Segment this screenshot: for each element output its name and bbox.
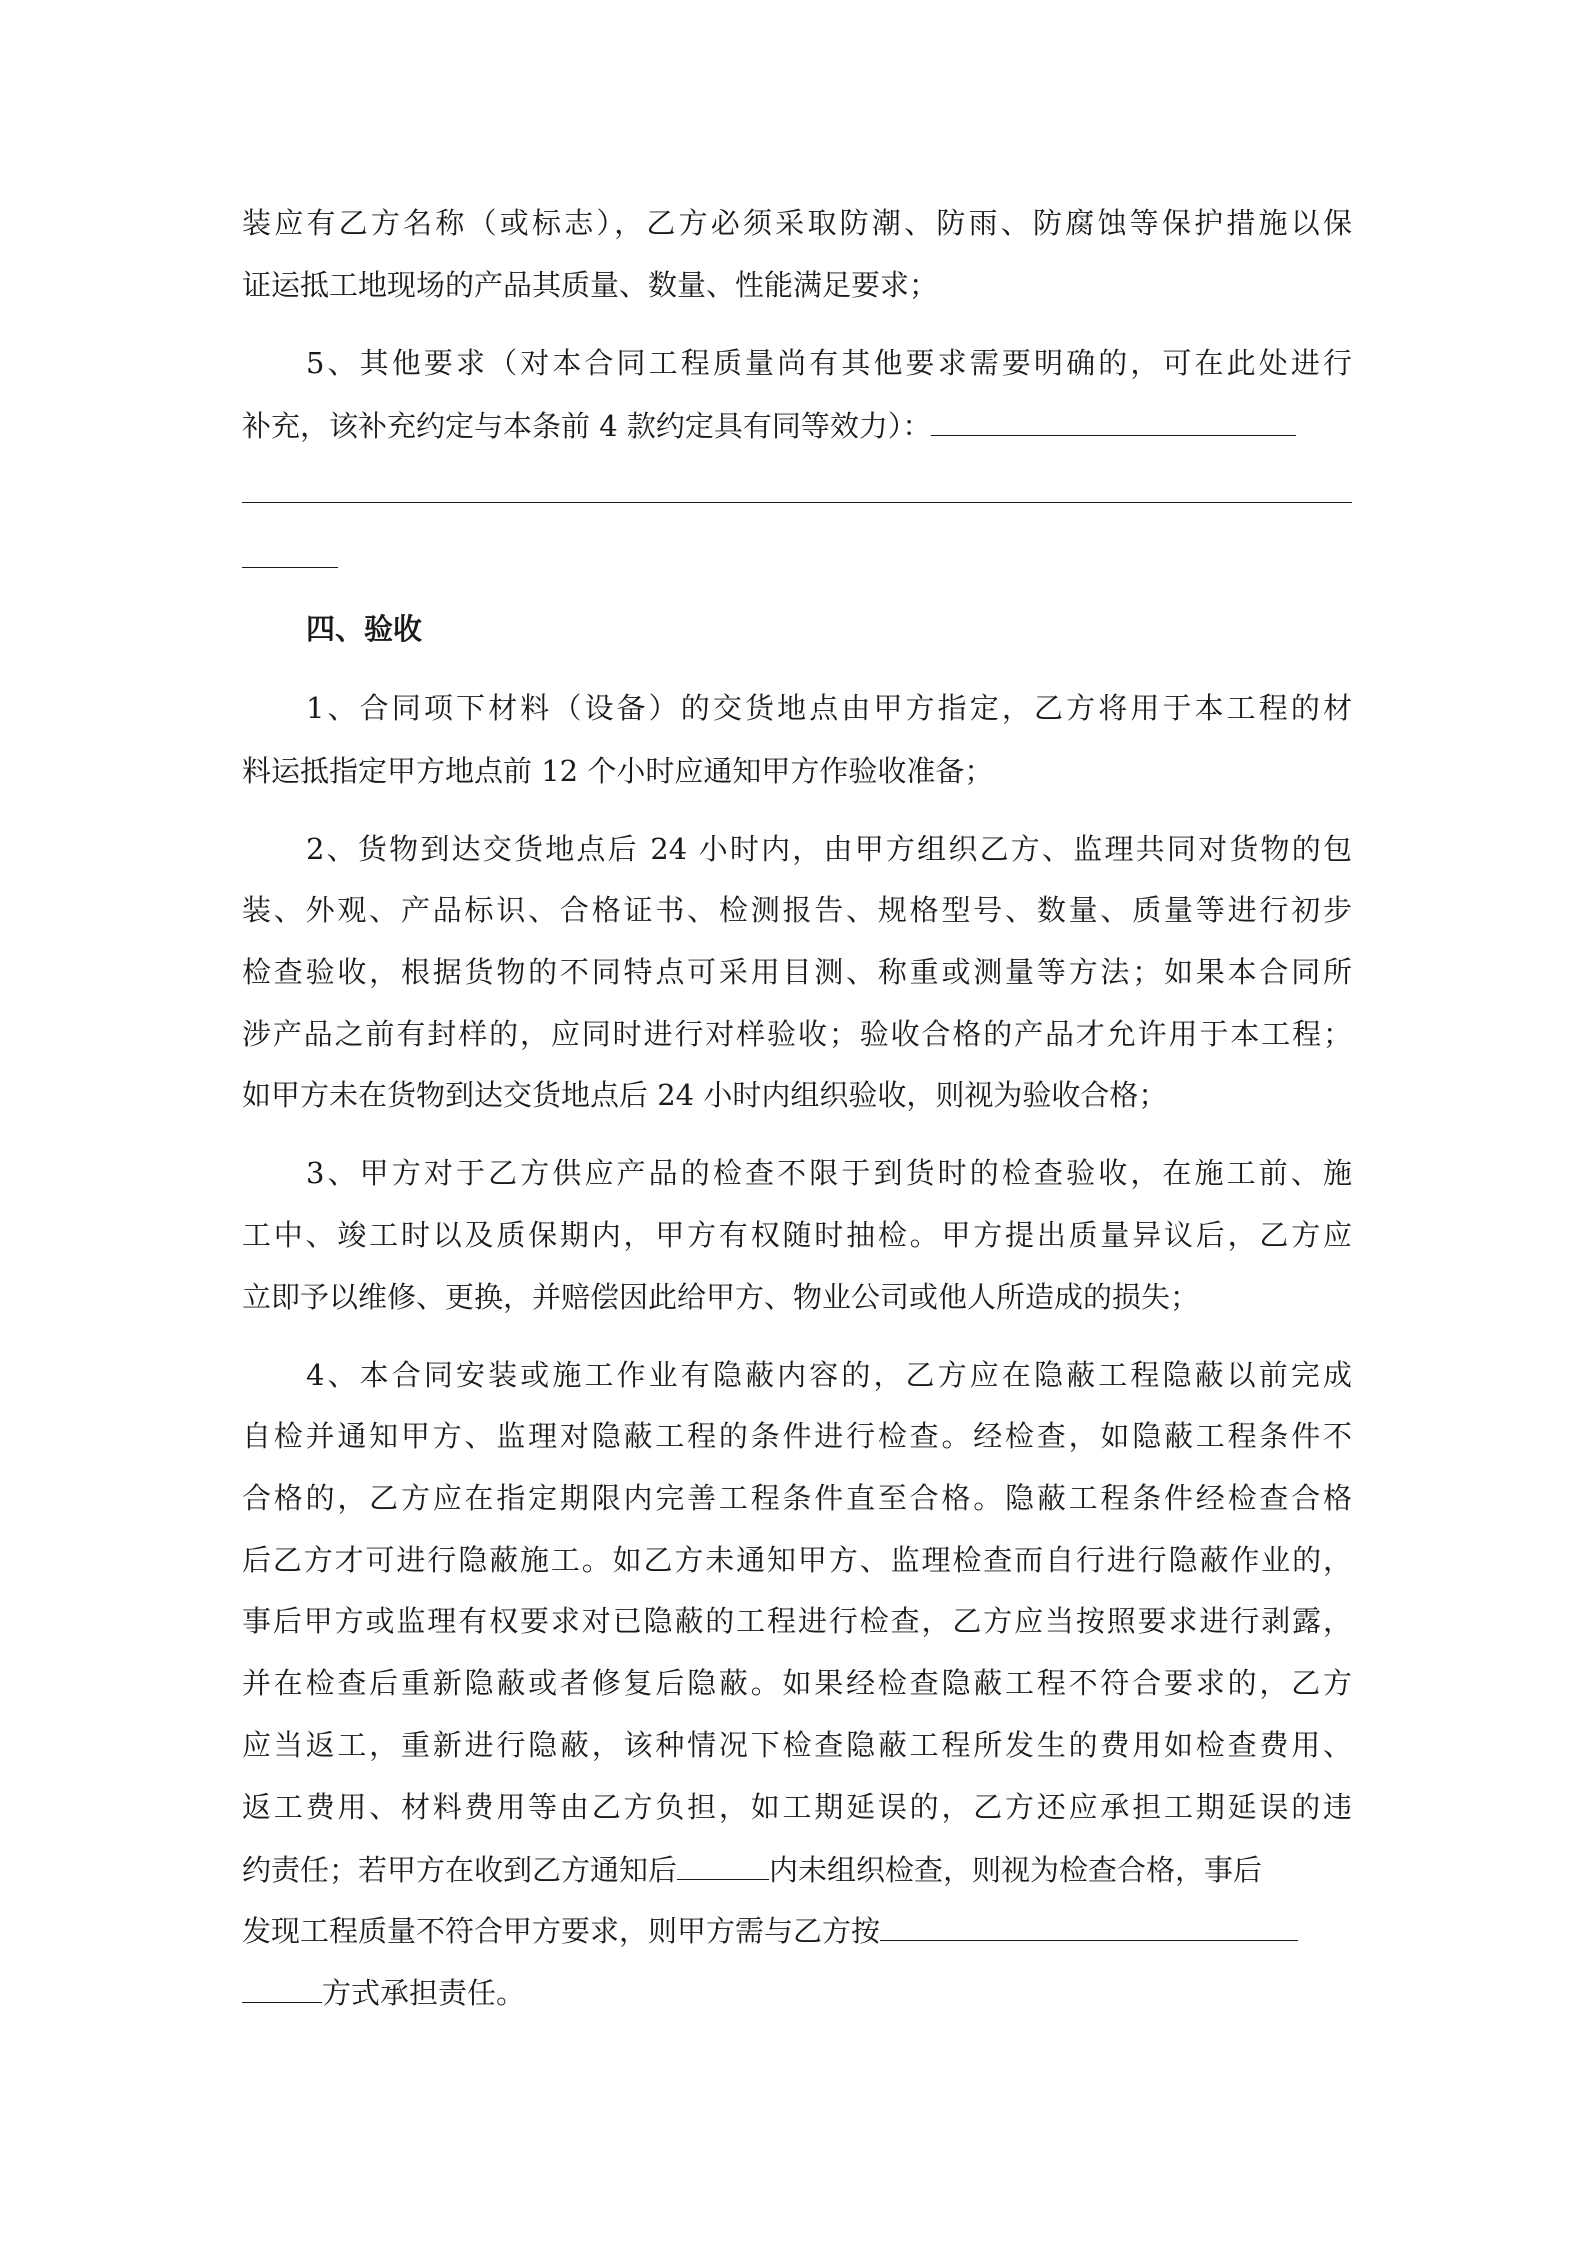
paragraph-line xyxy=(242,405,1352,446)
paragraph-line: 证运抵工地现场的产品其质量、数量、性能满足要求； xyxy=(242,268,939,302)
paragraph-line: 4、本合同安装或施工作业有隐蔽内容的，乙方应在隐蔽工程隐蔽以前完成 xyxy=(306,1358,1352,1392)
fill-in-blank-line xyxy=(242,567,338,568)
paragraph-line: 检查验收，根据货物的不同特点可采用目测、称重或测量等方法；如果本合同所 xyxy=(242,955,1352,989)
paragraph-text: 发现工程质量不符合甲方要求，则甲方需与乙方按 xyxy=(242,1914,881,1948)
paragraph-line: 装、外观、产品标识、合格证书、检测报告、规格型号、数量、质量等进行初步 xyxy=(242,893,1352,927)
fill-in-blank xyxy=(931,405,1296,436)
paragraph-line: 后乙方才可进行隐蔽施工。如乙方未通知甲方、监理检查而自行进行隐蔽作业的， xyxy=(242,1543,1352,1577)
paragraph-line: 并在检查后重新隐蔽或者修复后隐蔽。如果经检查隐蔽工程不符合要求的，乙方 xyxy=(242,1666,1352,1700)
fill-in-blank-line xyxy=(242,502,1352,503)
paragraph-line xyxy=(242,1849,1352,1890)
paragraph-line: 工中、竣工时以及质保期内，甲方有权随时抽检。甲方提出质量异议后，乙方应 xyxy=(242,1218,1352,1252)
fill-in-blank xyxy=(880,1910,1298,1941)
paragraph-text: 补充，该补充约定与本条前 4 款约定具有同等效力）： xyxy=(242,409,932,443)
paragraph-line: 3、甲方对于乙方供应产品的检查不限于到货时的检查验收，在施工前、施 xyxy=(306,1156,1352,1190)
fill-in-blank xyxy=(677,1849,769,1880)
paragraph-line: 立即予以维修、更换，并赔偿因此给甲方、物业公司或他人所造成的损失； xyxy=(242,1280,1200,1314)
paragraph-text: 约责任；若甲方在收到乙方通知后 xyxy=(242,1853,678,1887)
paragraph-line: 涉产品之前有封样的，应同时进行对样验收；验收合格的产品才允许用于本工程； xyxy=(242,1017,1352,1051)
paragraph-line: 如甲方未在货物到达交货地点后 24 小时内组织验收，则视为验收合格； xyxy=(242,1078,1168,1112)
paragraph-line: 返工费用、材料费用等由乙方负担，如工期延误的，乙方还应承担工期延误的违 xyxy=(242,1790,1352,1824)
paragraph-line: 自检并通知甲方、监理对隐蔽工程的条件进行检查。经检查，如隐蔽工程条件不 xyxy=(242,1419,1352,1453)
paragraph-line xyxy=(242,1910,1298,1951)
paragraph-line: 料运抵指定甲方地点前 12 个小时应通知甲方作验收准备； xyxy=(242,754,994,788)
paragraph-text: 内未组织检查，则视为检查合格，事后 xyxy=(769,1853,1263,1887)
paragraph-line: 1、合同项下材料（设备）的交货地点由甲方指定，乙方将用于本工程的材 xyxy=(306,691,1352,725)
fill-in-blank xyxy=(242,1972,322,2003)
paragraph-line xyxy=(242,1972,525,2013)
paragraph-text: 方式承担责任。 xyxy=(322,1976,526,2010)
paragraph-line: 5、其他要求（对本合同工程质量尚有其他要求需要明确的，可在此处进行 xyxy=(306,346,1352,380)
section-heading: 四、验收 xyxy=(306,612,423,646)
paragraph-line: 2、货物到达交货地点后 24 小时内，由甲方组织乙方、监理共同对货物的包 xyxy=(306,832,1352,866)
paragraph-line: 应当返工，重新进行隐蔽，该种情况下检查隐蔽工程所发生的费用如检查费用、 xyxy=(242,1728,1352,1762)
paragraph-line: 事后甲方或监理有权要求对已隐蔽的工程进行检查，乙方应当按照要求进行剥露， xyxy=(242,1604,1352,1638)
paragraph-line: 装应有乙方名称（或标志），乙方必须采取防潮、防雨、防腐蚀等保护措施以保 xyxy=(242,206,1352,240)
paragraph-line: 合格的，乙方应在指定期限内完善工程条件直至合格。隐蔽工程条件经检查合格 xyxy=(242,1481,1352,1515)
